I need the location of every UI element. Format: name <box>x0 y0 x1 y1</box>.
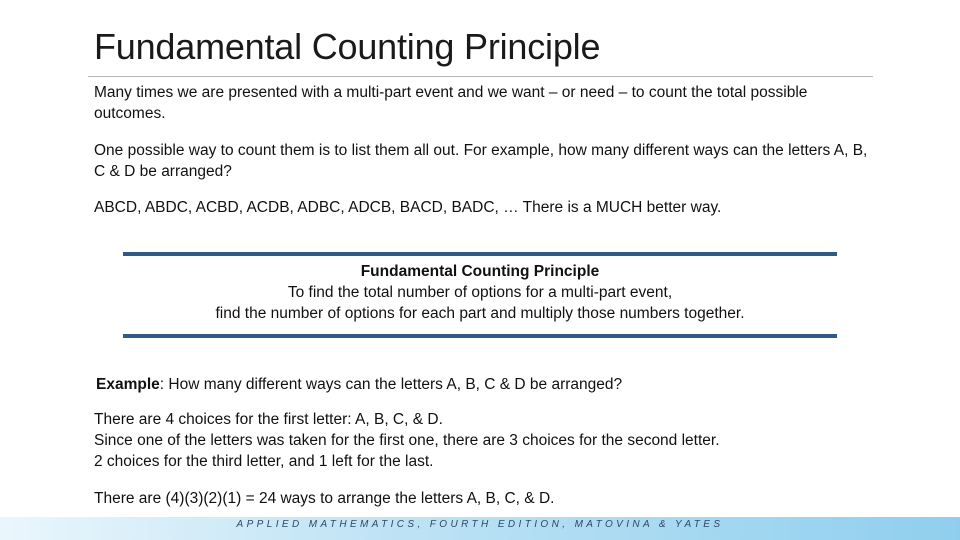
principle-title: Fundamental Counting Principle <box>360 263 600 280</box>
solution-line-1: There are 4 choices for the first letter: A, B, C, & D. <box>94 411 443 428</box>
intro-paragraph-1: Many times we are presented with a multi-part event and we want – or need – to count the total possible outcomes. <box>94 84 808 122</box>
solution-line-3: 2 choices for the third letter, and 1 left for the last. <box>94 453 434 470</box>
title-divider <box>88 76 873 77</box>
example-question <box>96 374 622 395</box>
footer-text: APPLIED MATHEMATICS, FOURTH EDITION, MATOVINA & YATES <box>236 519 724 530</box>
principle-box <box>123 252 837 338</box>
principle-line-2: find the number of options for each part and multiply those numbers together. <box>215 305 745 322</box>
conclusion: There are (4)(3)(2)(1) = 24 ways to arrange the letters A, B, C, & D. <box>94 490 555 507</box>
intro-paragraph-2: One possible way to count them is to list them all out. For example, how many different ways can the letters A, B, C & D be arranged? <box>94 142 868 180</box>
solution-line-2: Since one of the letters was taken for the first one, there are 3 choices for the second letter. <box>94 432 720 449</box>
example-question-text: : How many different ways can the letters A, B, C & D be arranged? <box>159 376 623 393</box>
example-label: Example <box>96 376 160 393</box>
solution-block <box>94 409 720 472</box>
intro-paragraph-3: ABCD, ABDC, ACBD, ACDB, ADBC, ADCB, BACD, BADC, … There is a MUCH better way. <box>94 199 722 216</box>
principle-line-1: To find the total number of options for a multi-part event, <box>287 284 673 301</box>
slide-title: Fundamental Counting Principle <box>94 26 601 67</box>
